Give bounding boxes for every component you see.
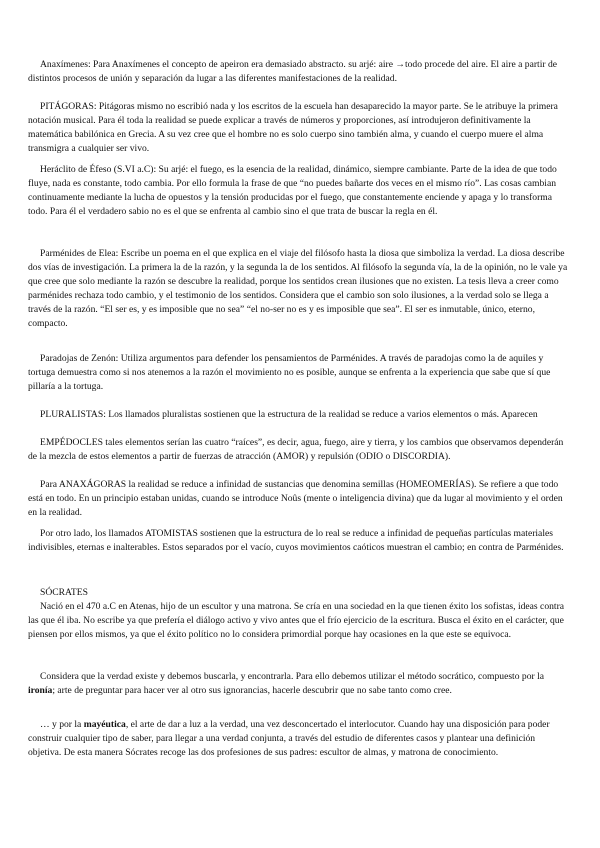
paragraph-mayeutica [28,718,568,760]
ironia-definition: ; arte de preguntar para hacer ver al otro sus ignorancias, hacerle descubrir que no sabe tanto como cree. [52,685,452,696]
mayeutica-intro: … y por la [40,719,84,730]
ironia-term: ironía [28,685,53,696]
paragraph-pluralistas: PLURALISTAS: Los llamados pluralistas sostienen que la estructura de la realidad se reduce a varios elementos o más. Aparecen [40,409,538,420]
paragraph-empedocles: EMPÉDOCLES tales elementos serían las cuatro “raíces”, es decir, agua, fuego, aire y tierra, y los cambios que observamos dependerán de la mezcla de estos elementos a partir de fuerzas de atracción (AMOR) y repulsión (ODIO o DISCORDIA). [28,437,564,462]
ironia-intro: Considera que la verdad existe y debemos buscarla, y encontrarla. Para ello debemos utilizar el método socrático, compuesto por la [40,671,545,682]
section-heading-socrates: SÓCRATES [40,587,88,598]
paragraph-parmenides: Parménides de Elea: Escribe un poema en el que explica en el viaje del filósofo hasta la diosa que simboliza la verdad. La diosa describe dos vías de investigación. La primera la de la razón, y la segunda la de los sentidos. Al filósofo la segunda vía, la de la opinión, no le vale ya que cree que solo mediante la razón se descubre la realidad, porque los sentidos crean ilusiones que no existen. La tesis lleva a creer como parménides rechaza todo cambio, y el testimonio de los sentidos. Considera que el cambio son solo ilusiones, a la verdad solo se llega a través de la razón. “El ser es, y es imposible que no sea” “el no-ser no es y es imposible que sea”. El ser es inmutable, único, eterno, compacto. [28,248,568,329]
paragraph-anaxagoras: Para ANAXÁGORAS la realidad se reduce a infinidad de sustancias que denomina semillas (HOMEOMERÍAS). Se refiere a que todo está en todo. En un principio estaban unidas, cuando se introduce Noûs (mente o inteligencia divina) que da lugar al movimiento y el orden en la realidad. [28,479,563,518]
paragraph-anaximenes: Anaxímenes: Para Anaxímenes el concepto de apeiron era demasiado abstracto. su arjé: aire →todo procede del aire. El aire a partir de distintos procesos de unión y separación da lugar a las diferentes manifestaciones de la realidad. [28,59,558,84]
paragraph-zenon: Paradojas de Zenón: Utiliza argumentos para defender los pensamientos de Parménides. A través de paradojas como la de aquiles y tortuga demuestra como si nos atenemos a la razón el movimiento no es posible, aunque se enfrenta a la experiencia que sabe que sí que pillaría a la tortuga. [28,353,551,392]
paragraph-ironia [28,670,568,698]
paragraph-atomistas: Por otro lado, los llamados ATOMISTAS sostienen que la estructura de lo real se reduce a infinidad de pequeñas partículas materiales indivisibles, eternas e inalterables. Estos separados por el vacío, cuyos movimientos caóticos muestran el cambio; en contra de Parménides. [28,528,564,553]
paragraph-pitagoras: PITÁGORAS: Pitágoras mismo no escribió nada y los escritos de la escuela han desaparecido la mayor parte. Se le atribuye la primera notación musical. Para él toda la realidad se puede explicar a través de números y proporciones, así introdujeron definitivamente la matemática babilónica en Grecia. A su vez cree que el hombre no es solo cuerpo sino también alma, y cuando el cuerpo muere el alma transmigra a cualquier ser vivo. [28,101,558,154]
mayeutica-term: mayéutica [83,719,126,730]
paragraph-socrates-bio: Nació en el 470 a.C en Atenas, hijo de un escultor y una matrona. Se cría en una sociedad en la que tienen éxito los sofistas, ideas contra las que él iba. No escribe ya que prefería el diálogo activo y vivo antes que el frío ejercicio de la escritura. Busca el éxito en el carácter, que piensen por ellos mismos, ya que el éxito político no lo considera primordial porque hay ocasiones en la que este se equivoca. [28,601,565,640]
mayeutica-definition: , el arte de dar a luz a la verdad, una vez desconcertado el interlocutor. Cuando hay una disposición para poder construir cualquier tipo de saber, para llegar a una verdad conjunta, a través del estudio de diferentes casos y plantear una definición objetiva. De esta manera Sócrates recoge las dos profesiones de sus padres: escultor de almas, y matrona de conocimiento. [28,719,550,758]
paragraph-heraclito: Heráclito de Éfeso (S.VI a.C): Su arjé: el fuego, es la esencia de la realidad, dinámico, siempre cambiante. Parte de la idea de que todo fluye, nada es constante, todo cambia. Por ello formula la frase de que “no puedes bañarte dos veces en el mismo río”. Las cosas cambian continuamente mediante la lucha de opuestos y la tensión producidas por el fuego, que constantemente enciende y apaga y lo transforma todo. Para él el verdadero sabio no es el que se enfrenta al cambio sino el que trata de buscar la regla en él. [28,164,557,217]
